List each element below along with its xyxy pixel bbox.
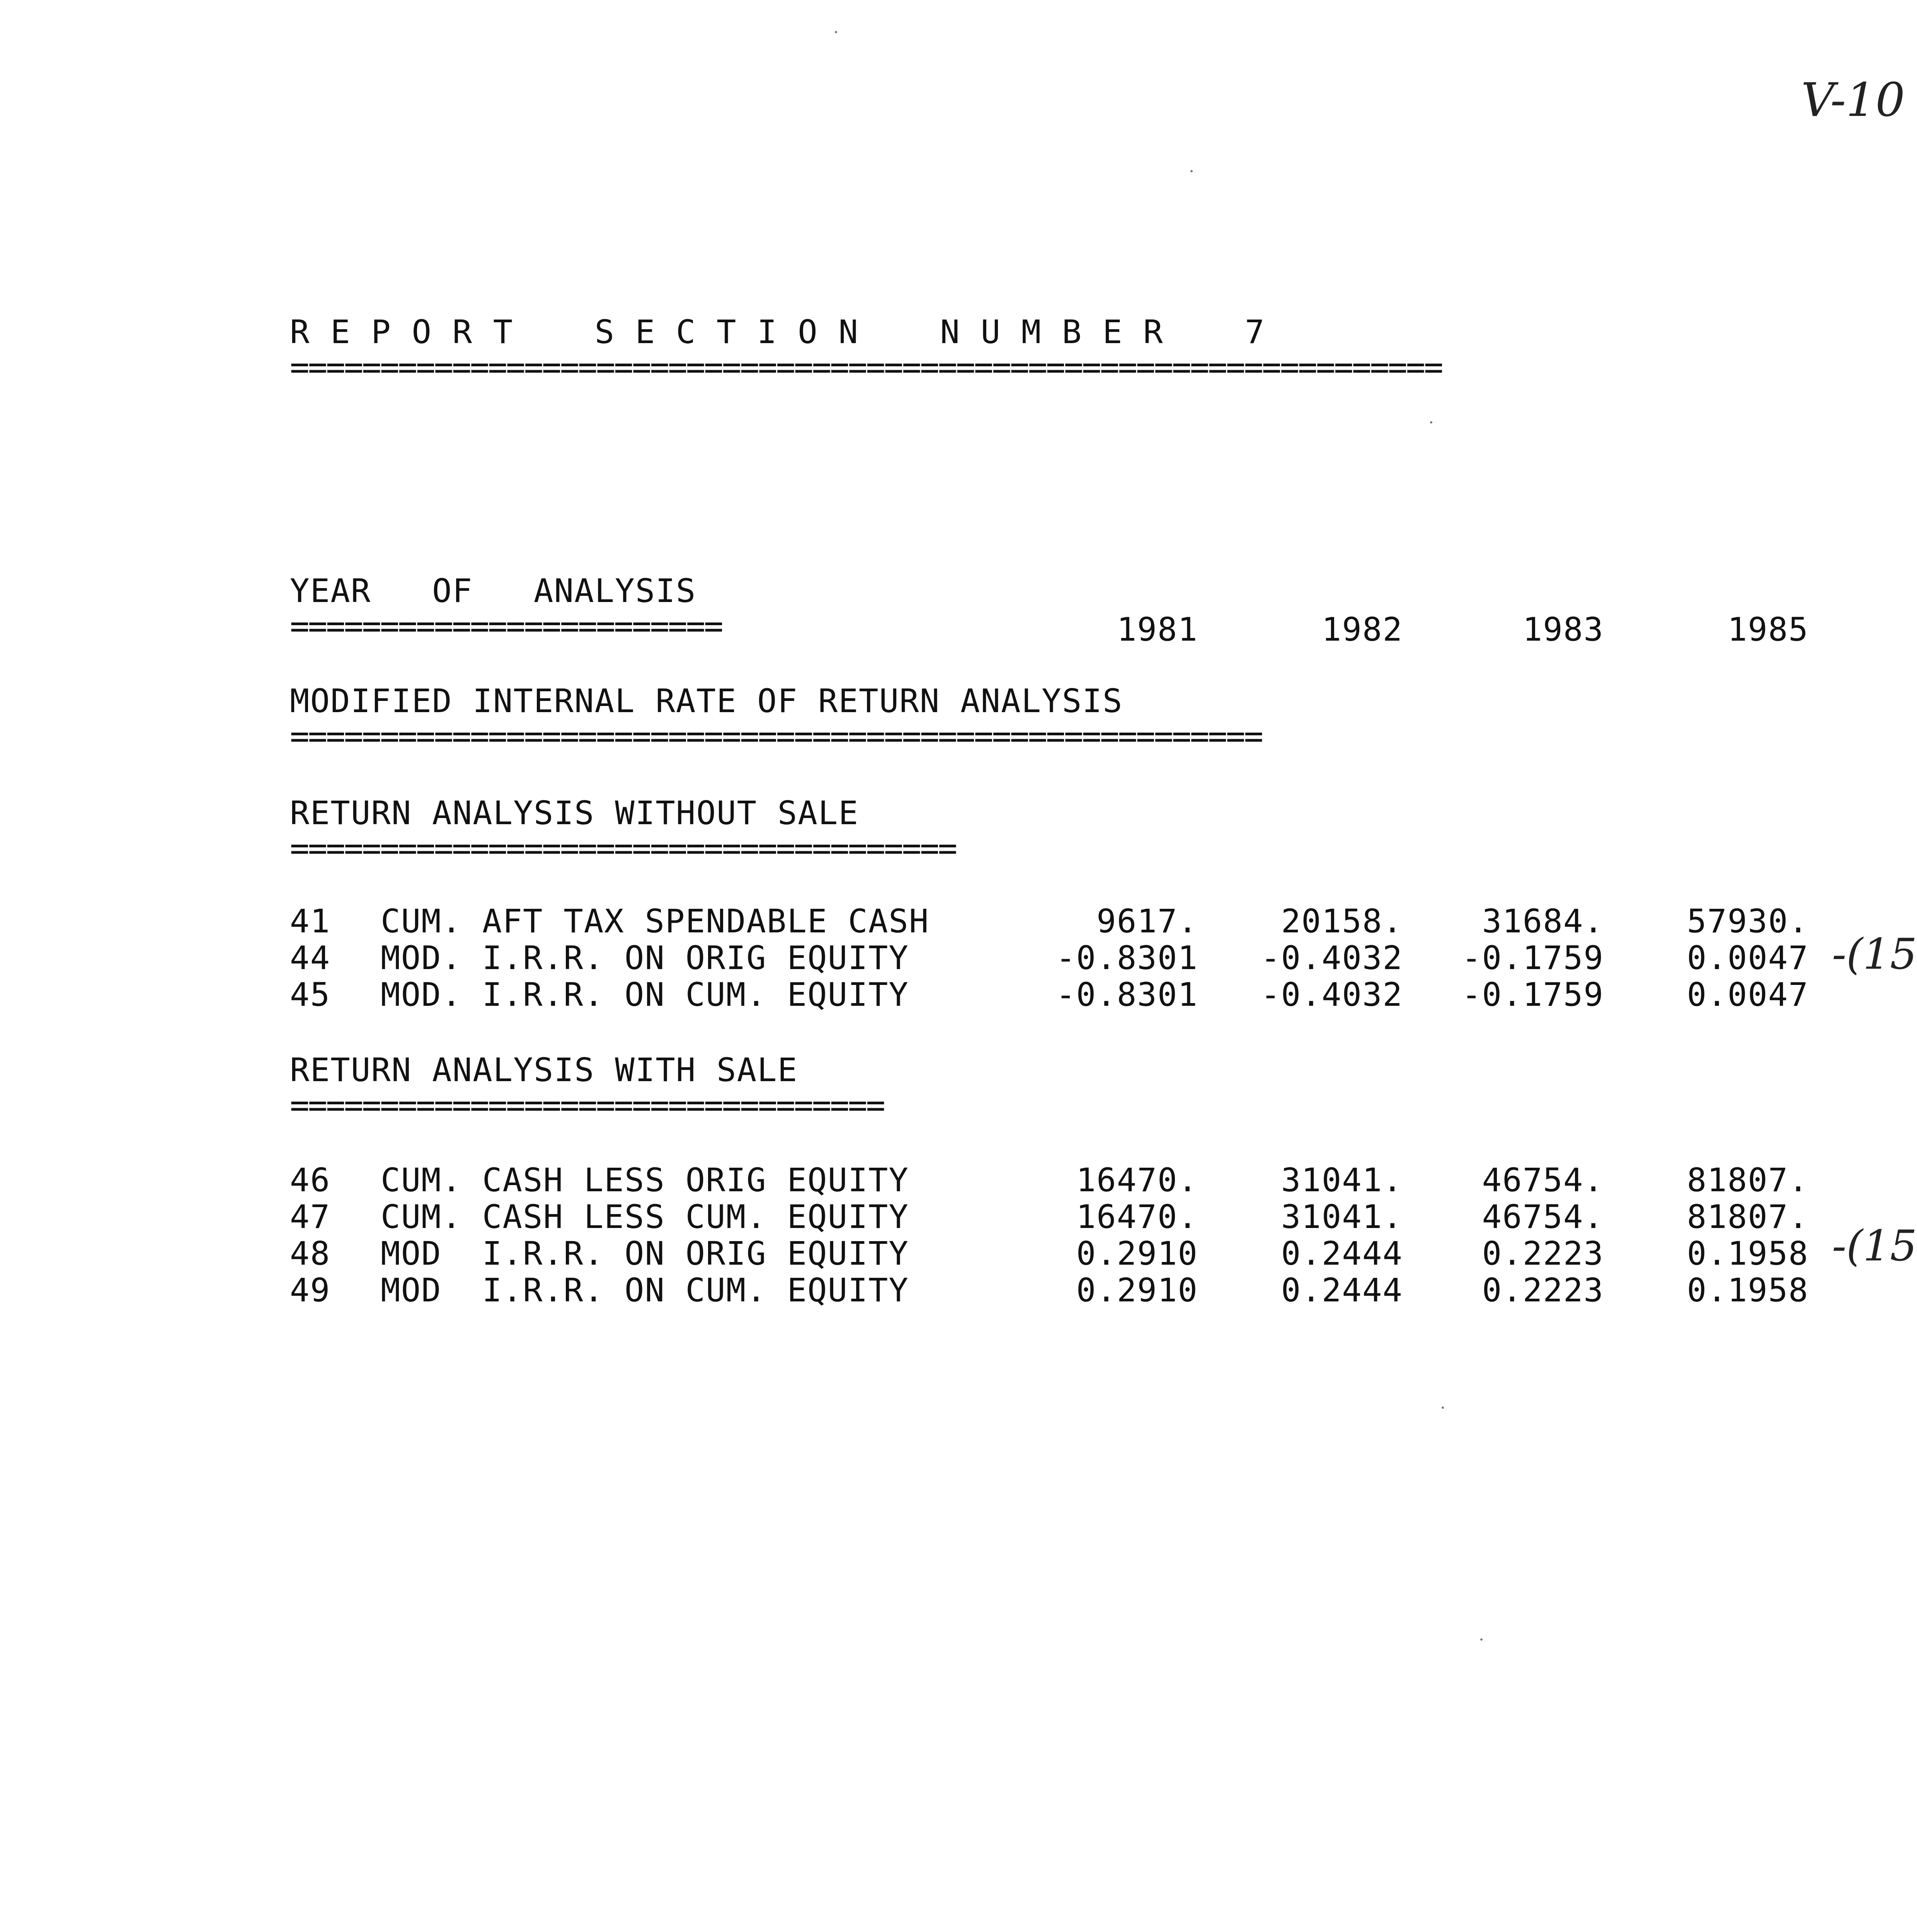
- row-number: 47: [290, 1198, 331, 1236]
- row-value: 31041.: [1281, 1161, 1403, 1199]
- row-label: CUM. CASH LESS ORIG EQUITY: [381, 1161, 909, 1199]
- row-value: -0.8301: [1056, 976, 1198, 1014]
- row-value: 0.2444: [1281, 1271, 1403, 1309]
- row-label: MOD I.R.R. ON CUM. EQUITY: [381, 1271, 909, 1309]
- year-heading: YEAR OF ANALYSIS: [290, 572, 696, 610]
- page-mark: V-10: [1801, 73, 1905, 127]
- scan-speck: [1442, 1406, 1444, 1409]
- row-label: CUM. CASH LESS CUM. EQUITY: [381, 1198, 909, 1236]
- handwritten-annotation: -(15: [1832, 929, 1917, 979]
- row-label: MOD. I.R.R. ON ORIG EQUITY: [381, 939, 909, 977]
- row-value: -0.1759: [1461, 976, 1604, 1014]
- row-value: 81807.: [1687, 1161, 1809, 1199]
- row-value: 0.0047: [1687, 939, 1809, 977]
- section-title: MODIFIED INTERNAL RATE OF RETURN ANALYSIS: [290, 682, 1123, 720]
- scan-speck: [1480, 1638, 1483, 1641]
- row-value: -0.4032: [1260, 976, 1403, 1014]
- with-sale-underline: =================================: [290, 1086, 884, 1124]
- row-value: 46754.: [1482, 1161, 1604, 1199]
- row-value: 0.2223: [1482, 1235, 1604, 1272]
- with-sale-title: RETURN ANALYSIS WITH SALE: [290, 1051, 798, 1089]
- scan-speck: [835, 31, 837, 33]
- row-value: 0.2223: [1482, 1271, 1604, 1309]
- year-column-header: 1982: [1321, 611, 1403, 648]
- row-number: 41: [290, 902, 331, 940]
- row-value: 0.2910: [1076, 1235, 1198, 1272]
- row-number: 45: [290, 976, 331, 1014]
- row-value: 31041.: [1281, 1198, 1403, 1236]
- row-value: 46754.: [1482, 1198, 1604, 1236]
- row-value: 57930.: [1687, 902, 1809, 940]
- row-label: MOD. I.R.R. ON CUM. EQUITY: [381, 976, 909, 1014]
- without-sale-title: RETURN ANALYSIS WITHOUT SALE: [290, 794, 859, 832]
- section-title-underline: ======================================================: [290, 717, 1262, 755]
- report-title: R E P O R T S E C T I O N N U M B E R 7: [290, 313, 1265, 351]
- scan-speck: [1430, 421, 1432, 423]
- row-value: 9617.: [1096, 902, 1198, 940]
- row-value: 20158.: [1281, 902, 1403, 940]
- row-value: 0.1958: [1687, 1235, 1809, 1272]
- handwritten-annotation: -(15: [1832, 1221, 1917, 1270]
- row-value: 0.2444: [1281, 1235, 1403, 1272]
- row-value: -0.1759: [1461, 939, 1604, 977]
- row-value: 0.0047: [1687, 976, 1809, 1014]
- row-number: 46: [290, 1161, 331, 1199]
- row-label: MOD I.R.R. ON ORIG EQUITY: [381, 1235, 909, 1272]
- year-column-header: 1985: [1727, 611, 1809, 648]
- year-column-header: 1981: [1117, 611, 1198, 648]
- row-value: 0.1958: [1687, 1271, 1809, 1309]
- without-sale-underline: =====================================: [290, 829, 956, 867]
- row-number: 48: [290, 1235, 331, 1272]
- row-value: -0.4032: [1260, 939, 1403, 977]
- row-value: 81807.: [1687, 1198, 1809, 1236]
- row-value: 0.2910: [1076, 1271, 1198, 1309]
- scan-speck: [1190, 170, 1193, 172]
- row-label: CUM. AFT TAX SPENDABLE CASH: [381, 902, 930, 940]
- row-value: -0.8301: [1056, 939, 1198, 977]
- row-value: 16470.: [1076, 1161, 1198, 1199]
- year-heading-underline: ========================: [290, 607, 722, 645]
- row-value: 16470.: [1076, 1198, 1198, 1236]
- row-number: 49: [290, 1271, 331, 1309]
- row-number: 44: [290, 939, 331, 977]
- title-underline: ================================================================: [290, 348, 1442, 386]
- row-value: 31684.: [1482, 902, 1604, 940]
- year-column-header: 1983: [1522, 611, 1604, 648]
